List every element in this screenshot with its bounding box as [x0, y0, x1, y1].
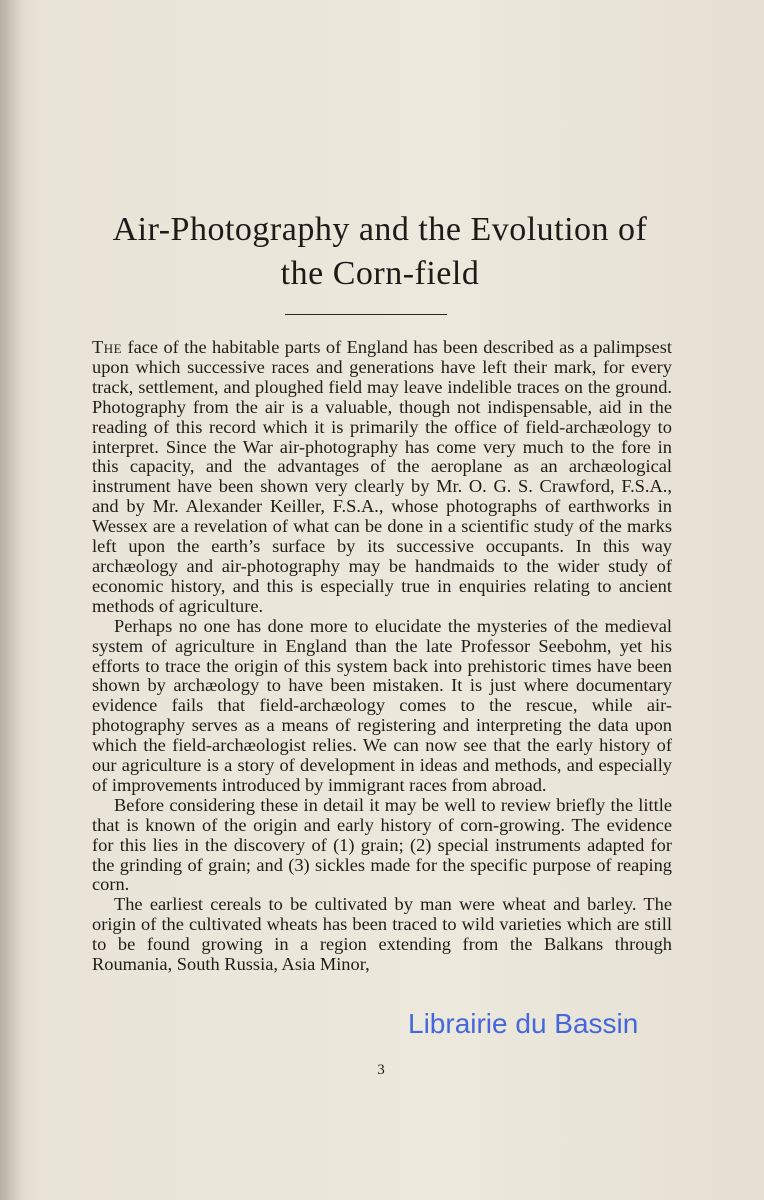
- paragraph-1-lead-word: The: [92, 337, 123, 357]
- bookseller-watermark: Librairie du Bassin: [408, 1008, 639, 1039]
- page-gutter-shadow: [0, 0, 22, 1200]
- paragraph-2: Perhaps no one has done more to elucidate the mysteries of the medieval system of agriculture in England than the late Professor Seebohm, yet his efforts to trace the origin of this system back into prehistoric times have been shown by archæology to have been mistaken. It is just where documentary evidence fails that field-archæology comes to the rescue, while air-photography serves as a means of registering and interpreting the data upon which the field-archæologist relies. We can now see that the early history of our agriculture is a story of development in ideas and methods, and especially of improvements introduced by immigrant races from abroad.: [92, 615, 672, 795]
- chapter-title-line-2: the Corn-field: [280, 255, 480, 292]
- paragraph-1: [92, 338, 672, 617]
- paragraph-1-text: face of the habitable parts of England has been described as a palimpsest upon which successive races and generations have left their mark, for every track, settlement, and ploughed field may leave indelible traces on the ground. Photography from the air is a valuable, though not indispensable, aid in the reading of this record which it is primarily the office of field-archæology to interpret. Since the War air-photography has come very much to the fore in this capacity, and the advantages of the aeroplane as an archæological instrument have been shown very clearly by Mr. O. G. S. Crawford, F.S.A., and by Mr. Alexander Keiller, F.S.A., whose photographs of earthworks in Wessex are a revelation of what can be done in a scientific study of the marks left upon the earth’s surface by its successive occupants. In this way archæology and air-photography may be handmaids to the wider study of economic history, and this is especially true in enquiries relating to ancient methods of agriculture.: [92, 337, 672, 616]
- title-divider-rule: [285, 314, 447, 315]
- page-number: 3: [377, 1062, 385, 1078]
- paragraph-3: Before considering these in detail it may be well to review briefly the little that is known of the origin and early history of corn-growing. The evidence for this lies in the discovery of (1) grain; (2) special instruments adapted for the grinding of grain; and (3) sickles made for the specific purpose of reaping corn.: [92, 794, 672, 895]
- chapter-title-line-1: Air-Photography and the Evolution of: [112, 211, 648, 248]
- chapter-title: [60, 208, 700, 296]
- paragraph-4: The earliest cereals to be cultivated by man were wheat and barley. The origin of the cultivated wheats has been traced to wild varieties which are still to be found growing in a region extending from the Balkans through Roumania, South Russia, Asia Minor,: [92, 894, 672, 975]
- body-text: [92, 338, 672, 975]
